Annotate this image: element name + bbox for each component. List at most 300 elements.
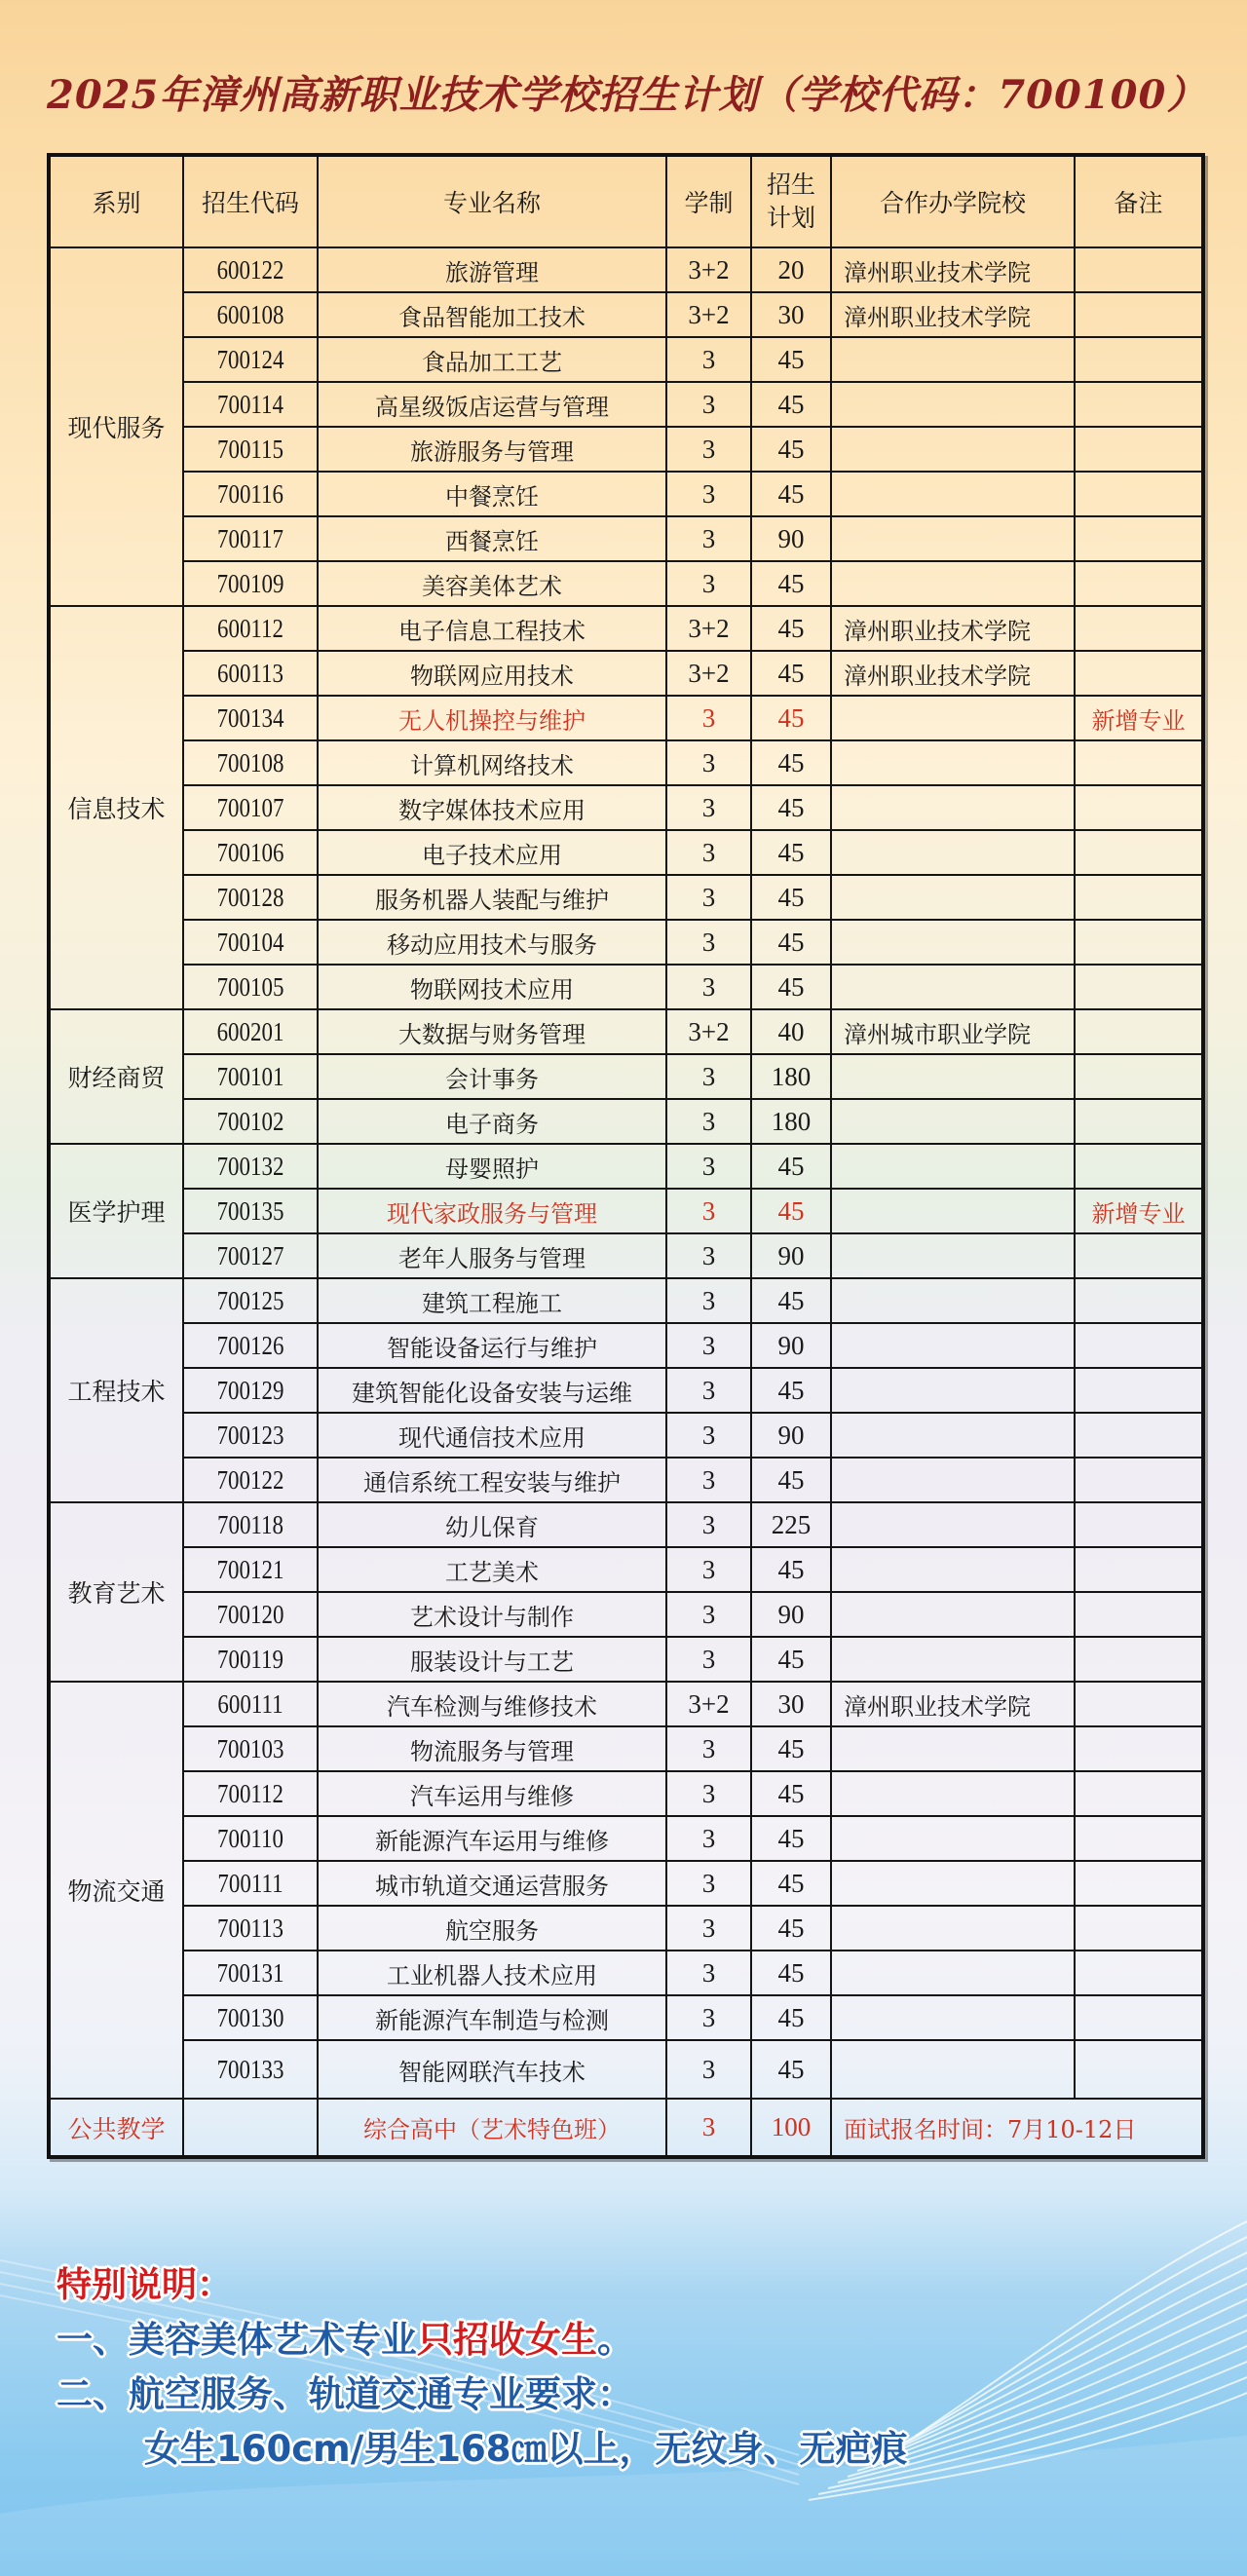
note-cell bbox=[1075, 1726, 1203, 1771]
note-cell bbox=[1075, 292, 1203, 337]
code-cell: 700115 bbox=[193, 427, 307, 472]
length-cell: 3+2 bbox=[666, 606, 751, 651]
partner-cell bbox=[831, 1547, 1075, 1592]
length-cell: 3 bbox=[666, 830, 751, 875]
plan-cell: 45 bbox=[751, 696, 831, 740]
page-title: 2025年漳州高新职业技术学校招生计划（学校代码：700100） bbox=[47, 72, 1207, 118]
table-row bbox=[49, 785, 1203, 830]
major-name-cell: 服装设计与工艺 bbox=[318, 1637, 666, 1682]
major-name-cell: 食品加工工艺 bbox=[318, 337, 666, 382]
note-cell: 新增专业 bbox=[1075, 1189, 1203, 1233]
major-name-cell: 旅游服务与管理 bbox=[318, 427, 666, 472]
length-cell: 3 bbox=[666, 1413, 751, 1458]
code-cell: 700124 bbox=[193, 337, 307, 382]
length-cell: 3 bbox=[666, 1278, 751, 1323]
partner-cell bbox=[831, 1278, 1075, 1323]
length-cell: 3 bbox=[666, 965, 751, 1009]
note-cell bbox=[1075, 785, 1203, 830]
major-name-cell: 母婴照护 bbox=[318, 1144, 666, 1189]
partner-cell bbox=[831, 1144, 1075, 1189]
note-cell bbox=[1075, 1502, 1203, 1547]
major-name-cell: 新能源汽车运用与维修 bbox=[318, 1816, 666, 1861]
length-cell: 3 bbox=[666, 1099, 751, 1144]
length-cell: 3 bbox=[666, 1637, 751, 1682]
partner-cell bbox=[831, 1816, 1075, 1861]
length-cell: 3 bbox=[666, 740, 751, 785]
partner-cell bbox=[831, 1995, 1075, 2040]
plan-cell: 45 bbox=[751, 1637, 831, 1682]
table-row bbox=[49, 1233, 1203, 1278]
table-row bbox=[49, 1054, 1203, 1099]
major-name-cell: 航空服务 bbox=[318, 1906, 666, 1951]
plan-cell: 180 bbox=[751, 1099, 831, 1144]
notes-item-2-detail: 女生160cm/男生168㎝以上，无纹身、无疤痕 bbox=[144, 2428, 908, 2470]
partner-cell: 漳州职业技术学院 bbox=[831, 247, 1075, 292]
partner-cell bbox=[831, 1771, 1075, 1816]
length-cell: 3 bbox=[666, 1951, 751, 1995]
plan-cell: 45 bbox=[751, 337, 831, 382]
major-name-cell: 移动应用技术与服务 bbox=[318, 920, 666, 965]
notes-item-1-suffix: 。 bbox=[597, 2319, 633, 2361]
partner-cell bbox=[831, 1458, 1075, 1502]
partner-cell bbox=[831, 2040, 1075, 2099]
note-cell bbox=[1075, 472, 1203, 516]
partner-cell bbox=[831, 427, 1075, 472]
code-cell: 700112 bbox=[193, 1771, 307, 1816]
note-cell bbox=[1075, 1951, 1203, 1995]
length-cell: 3 bbox=[666, 1144, 751, 1189]
notes-item-1-highlight: 只招收女生 bbox=[417, 2319, 597, 2361]
table-body bbox=[49, 247, 1203, 2157]
partner-cell bbox=[831, 1413, 1075, 1458]
partner-cell bbox=[831, 337, 1075, 382]
partner-cell bbox=[831, 516, 1075, 561]
note-cell bbox=[1075, 247, 1203, 292]
code-cell: 700121 bbox=[193, 1547, 307, 1592]
table-row bbox=[49, 1502, 1203, 1547]
note-cell bbox=[1075, 337, 1203, 382]
partner-cell bbox=[831, 1189, 1075, 1233]
major-name-cell: 智能网联汽车技术 bbox=[318, 2040, 666, 2099]
plan-cell: 45 bbox=[751, 830, 831, 875]
code-cell: 600201 bbox=[193, 1009, 307, 1054]
public-teaching-row bbox=[49, 2099, 1203, 2157]
plan-cell: 45 bbox=[751, 1368, 831, 1413]
header-name: 专业名称 bbox=[318, 155, 666, 247]
table-row bbox=[49, 1547, 1203, 1592]
note-cell bbox=[1075, 382, 1203, 427]
plan-cell: 45 bbox=[751, 1144, 831, 1189]
plan-cell: 45 bbox=[751, 1458, 831, 1502]
code-cell: 700133 bbox=[193, 2040, 307, 2099]
major-name-cell: 综合高中（艺术特色班） bbox=[318, 2099, 666, 2157]
code-cell: 700113 bbox=[193, 1906, 307, 1951]
major-name-cell: 工业机器人技术应用 bbox=[318, 1951, 666, 1995]
dept-cell: 财经商贸 bbox=[49, 1009, 183, 1144]
plan-cell: 45 bbox=[751, 1861, 831, 1906]
length-cell: 3+2 bbox=[666, 1682, 751, 1726]
length-cell: 3 bbox=[666, 382, 751, 427]
header-code: 招生代码 bbox=[183, 155, 318, 247]
table-row bbox=[49, 875, 1203, 920]
code-cell: 700132 bbox=[193, 1144, 307, 1189]
major-name-cell: 建筑智能化设备安装与运维 bbox=[318, 1368, 666, 1413]
table-row bbox=[49, 1278, 1203, 1323]
major-name-cell: 通信系统工程安装与维护 bbox=[318, 1458, 666, 1502]
code-cell: 700119 bbox=[193, 1637, 307, 1682]
code-cell: 700135 bbox=[193, 1189, 307, 1233]
length-cell: 3 bbox=[666, 920, 751, 965]
note-cell bbox=[1075, 1592, 1203, 1637]
code-cell: 700127 bbox=[193, 1233, 307, 1278]
major-name-cell: 电子技术应用 bbox=[318, 830, 666, 875]
plan-cell: 45 bbox=[751, 561, 831, 606]
table-row bbox=[49, 1323, 1203, 1368]
partner-cell bbox=[831, 1637, 1075, 1682]
plan-cell: 30 bbox=[751, 292, 831, 337]
table-row bbox=[49, 1771, 1203, 1816]
plan-cell: 45 bbox=[751, 427, 831, 472]
partner-cell: 漳州职业技术学院 bbox=[831, 651, 1075, 696]
length-cell: 3 bbox=[666, 1592, 751, 1637]
code-cell: 700107 bbox=[193, 785, 307, 830]
code-cell: 700116 bbox=[193, 472, 307, 516]
code-cell: 700110 bbox=[193, 1816, 307, 1861]
header-length: 学制 bbox=[666, 155, 751, 247]
plan-cell: 45 bbox=[751, 1726, 831, 1771]
table-row bbox=[49, 696, 1203, 740]
plan-cell: 45 bbox=[751, 1995, 831, 2040]
note-cell bbox=[1075, 516, 1203, 561]
code-cell: 600122 bbox=[193, 247, 307, 292]
table-row bbox=[49, 1682, 1203, 1726]
table-row bbox=[49, 606, 1203, 651]
plan-cell: 45 bbox=[751, 875, 831, 920]
note-cell bbox=[1075, 1233, 1203, 1278]
interview-time-cell: 面试报名时间：7月10-12日 bbox=[831, 2099, 1203, 2157]
table-row bbox=[49, 1099, 1203, 1144]
plan-cell: 30 bbox=[751, 1682, 831, 1726]
note-cell bbox=[1075, 1278, 1203, 1323]
plan-cell: 45 bbox=[751, 1771, 831, 1816]
note-cell bbox=[1075, 920, 1203, 965]
table-row bbox=[49, 1144, 1203, 1189]
table-row bbox=[49, 1009, 1203, 1054]
note-cell bbox=[1075, 965, 1203, 1009]
plan-cell: 45 bbox=[751, 965, 831, 1009]
plan-cell: 45 bbox=[751, 382, 831, 427]
plan-cell: 45 bbox=[751, 785, 831, 830]
table-row bbox=[49, 337, 1203, 382]
length-cell: 3 bbox=[666, 561, 751, 606]
table-row bbox=[49, 382, 1203, 427]
dept-cell: 医学护理 bbox=[49, 1144, 183, 1278]
note-cell bbox=[1075, 427, 1203, 472]
note-cell bbox=[1075, 651, 1203, 696]
table-row bbox=[49, 1906, 1203, 1951]
length-cell: 3 bbox=[666, 1726, 751, 1771]
plan-cell: 45 bbox=[751, 1547, 831, 1592]
note-cell bbox=[1075, 1637, 1203, 1682]
code-cell bbox=[193, 2099, 307, 2157]
code-cell: 700122 bbox=[193, 1458, 307, 1502]
table-row bbox=[49, 651, 1203, 696]
partner-cell bbox=[831, 1502, 1075, 1547]
table-row bbox=[49, 247, 1203, 292]
major-name-cell: 新能源汽车制造与检测 bbox=[318, 1995, 666, 2040]
partner-cell bbox=[831, 875, 1075, 920]
major-name-cell: 电子商务 bbox=[318, 1099, 666, 1144]
code-cell: 600113 bbox=[193, 651, 307, 696]
note-cell bbox=[1075, 830, 1203, 875]
code-cell: 700108 bbox=[193, 740, 307, 785]
length-cell: 3+2 bbox=[666, 651, 751, 696]
code-cell: 700123 bbox=[193, 1413, 307, 1458]
major-name-cell: 高星级饭店运营与管理 bbox=[318, 382, 666, 427]
plan-cell: 90 bbox=[751, 1323, 831, 1368]
note-cell bbox=[1075, 1682, 1203, 1726]
length-cell: 3 bbox=[666, 2040, 751, 2099]
partner-cell bbox=[831, 785, 1075, 830]
major-name-cell: 城市轨道交通运营服务 bbox=[318, 1861, 666, 1906]
code-cell: 700125 bbox=[193, 1278, 307, 1323]
code-cell: 700128 bbox=[193, 875, 307, 920]
note-cell bbox=[1075, 1099, 1203, 1144]
table-row bbox=[49, 1726, 1203, 1771]
length-cell: 3+2 bbox=[666, 292, 751, 337]
note-cell bbox=[1075, 1458, 1203, 1502]
length-cell: 3 bbox=[666, 1906, 751, 1951]
partner-cell: 漳州职业技术学院 bbox=[831, 292, 1075, 337]
note-cell bbox=[1075, 1368, 1203, 1413]
plan-cell: 180 bbox=[751, 1054, 831, 1099]
major-name-cell: 中餐烹饪 bbox=[318, 472, 666, 516]
plan-cell: 45 bbox=[751, 1278, 831, 1323]
code-cell: 700103 bbox=[193, 1726, 307, 1771]
code-cell: 700114 bbox=[193, 382, 307, 427]
code-cell: 700117 bbox=[193, 516, 307, 561]
length-cell: 3 bbox=[666, 1458, 751, 1502]
notes-item-1-text: 一、美容美体艺术专业 bbox=[57, 2319, 417, 2361]
dept-cell: 信息技术 bbox=[49, 606, 183, 1009]
code-cell: 700126 bbox=[193, 1323, 307, 1368]
code-cell: 700118 bbox=[193, 1502, 307, 1547]
major-name-cell: 旅游管理 bbox=[318, 247, 666, 292]
code-cell: 700120 bbox=[193, 1592, 307, 1637]
partner-cell: 漳州职业技术学院 bbox=[831, 606, 1075, 651]
note-cell bbox=[1075, 1861, 1203, 1906]
code-cell: 700102 bbox=[193, 1099, 307, 1144]
major-name-cell: 计算机网络技术 bbox=[318, 740, 666, 785]
plan-cell: 100 bbox=[751, 2099, 831, 2157]
plan-cell: 45 bbox=[751, 2040, 831, 2099]
table-header-row bbox=[49, 155, 1203, 247]
notes-item-2: 二、航空服务、轨道交通专业要求： bbox=[57, 2373, 633, 2415]
note-cell bbox=[1075, 1413, 1203, 1458]
code-cell: 700111 bbox=[193, 1861, 307, 1906]
code-cell: 700106 bbox=[193, 830, 307, 875]
table-row bbox=[49, 1951, 1203, 1995]
length-cell: 3 bbox=[666, 1502, 751, 1547]
partner-cell bbox=[831, 1906, 1075, 1951]
length-cell: 3 bbox=[666, 875, 751, 920]
partner-cell bbox=[831, 1951, 1075, 1995]
table-row bbox=[49, 740, 1203, 785]
partner-cell bbox=[831, 1592, 1075, 1637]
length-cell: 3 bbox=[666, 1189, 751, 1233]
table-row bbox=[49, 1413, 1203, 1458]
partner-cell bbox=[831, 920, 1075, 965]
dept-cell: 工程技术 bbox=[49, 1278, 183, 1502]
header-note: 备注 bbox=[1075, 155, 1203, 247]
note-cell bbox=[1075, 561, 1203, 606]
length-cell: 3 bbox=[666, 427, 751, 472]
major-name-cell: 工艺美术 bbox=[318, 1547, 666, 1592]
header-plan-line1: 招生 bbox=[766, 170, 815, 199]
code-cell: 700130 bbox=[193, 1995, 307, 2040]
table-row bbox=[49, 427, 1203, 472]
length-cell: 3 bbox=[666, 516, 751, 561]
table-row bbox=[49, 830, 1203, 875]
table-row bbox=[49, 920, 1203, 965]
dept-cell: 教育艺术 bbox=[49, 1502, 183, 1682]
length-cell: 3 bbox=[666, 1995, 751, 2040]
partner-cell: 漳州城市职业学院 bbox=[831, 1009, 1075, 1054]
note-cell bbox=[1075, 740, 1203, 785]
length-cell: 3 bbox=[666, 2099, 751, 2157]
plan-cell: 45 bbox=[751, 1906, 831, 1951]
length-cell: 3+2 bbox=[666, 247, 751, 292]
dept-cell: 现代服务 bbox=[49, 247, 183, 606]
table-row bbox=[49, 1592, 1203, 1637]
note-cell bbox=[1075, 1816, 1203, 1861]
header-plan-line2: 计划 bbox=[766, 204, 815, 232]
plan-cell: 45 bbox=[751, 606, 831, 651]
table-row bbox=[49, 965, 1203, 1009]
note-cell bbox=[1075, 1054, 1203, 1099]
plan-cell: 90 bbox=[751, 1233, 831, 1278]
major-name-cell: 智能设备运行与维护 bbox=[318, 1323, 666, 1368]
partner-cell bbox=[831, 740, 1075, 785]
code-cell: 700131 bbox=[193, 1951, 307, 1995]
header-plan bbox=[751, 155, 831, 247]
length-cell: 3 bbox=[666, 696, 751, 740]
plan-cell: 45 bbox=[751, 651, 831, 696]
table-row bbox=[49, 2040, 1203, 2099]
code-cell: 700134 bbox=[193, 696, 307, 740]
length-cell: 3+2 bbox=[666, 1009, 751, 1054]
length-cell: 3 bbox=[666, 337, 751, 382]
plan-cell: 90 bbox=[751, 516, 831, 561]
plan-cell: 45 bbox=[751, 740, 831, 785]
major-name-cell: 大数据与财务管理 bbox=[318, 1009, 666, 1054]
partner-cell bbox=[831, 1099, 1075, 1144]
major-name-cell: 数字媒体技术应用 bbox=[318, 785, 666, 830]
major-name-cell: 老年人服务与管理 bbox=[318, 1233, 666, 1278]
code-cell: 600112 bbox=[193, 606, 307, 651]
enrollment-plan-table bbox=[47, 153, 1205, 2159]
note-cell bbox=[1075, 1906, 1203, 1951]
partner-cell bbox=[831, 696, 1075, 740]
plan-cell: 90 bbox=[751, 1413, 831, 1458]
major-name-cell: 西餐烹饪 bbox=[318, 516, 666, 561]
table-row bbox=[49, 516, 1203, 561]
partner-cell bbox=[831, 1861, 1075, 1906]
major-name-cell: 服务机器人装配与维护 bbox=[318, 875, 666, 920]
major-name-cell: 美容美体艺术 bbox=[318, 561, 666, 606]
table-row bbox=[49, 1995, 1203, 2040]
note-cell bbox=[1075, 1144, 1203, 1189]
length-cell: 3 bbox=[666, 1547, 751, 1592]
plan-cell: 20 bbox=[751, 247, 831, 292]
table-row bbox=[49, 1189, 1203, 1233]
table-row bbox=[49, 1816, 1203, 1861]
dept-cell: 公共教学 bbox=[49, 2099, 183, 2157]
plan-cell: 45 bbox=[751, 1816, 831, 1861]
code-cell: 700104 bbox=[193, 920, 307, 965]
code-cell: 700101 bbox=[193, 1054, 307, 1099]
major-name-cell: 食品智能加工技术 bbox=[318, 292, 666, 337]
length-cell: 3 bbox=[666, 1771, 751, 1816]
table-row bbox=[49, 472, 1203, 516]
length-cell: 3 bbox=[666, 1233, 751, 1278]
plan-cell: 45 bbox=[751, 472, 831, 516]
note-cell bbox=[1075, 2040, 1203, 2099]
partner-cell bbox=[831, 561, 1075, 606]
note-cell bbox=[1075, 1547, 1203, 1592]
note-cell bbox=[1075, 1009, 1203, 1054]
length-cell: 3 bbox=[666, 1861, 751, 1906]
major-name-cell: 汽车检测与维修技术 bbox=[318, 1682, 666, 1726]
code-cell: 700129 bbox=[193, 1368, 307, 1413]
note-cell bbox=[1075, 1995, 1203, 2040]
dept-cell: 物流交通 bbox=[49, 1682, 183, 2099]
major-name-cell: 物流服务与管理 bbox=[318, 1726, 666, 1771]
major-name-cell: 艺术设计与制作 bbox=[318, 1592, 666, 1637]
code-cell: 600111 bbox=[193, 1682, 307, 1726]
major-name-cell: 建筑工程施工 bbox=[318, 1278, 666, 1323]
note-cell bbox=[1075, 875, 1203, 920]
table-row bbox=[49, 561, 1203, 606]
length-cell: 3 bbox=[666, 472, 751, 516]
partner-cell bbox=[831, 472, 1075, 516]
plan-cell: 45 bbox=[751, 1951, 831, 1995]
table-row bbox=[49, 1637, 1203, 1682]
partner-cell bbox=[831, 1233, 1075, 1278]
partner-cell bbox=[831, 830, 1075, 875]
plan-cell: 45 bbox=[751, 920, 831, 965]
partner-cell bbox=[831, 965, 1075, 1009]
notes-item-1 bbox=[57, 2313, 1206, 2368]
plan-cell: 45 bbox=[751, 1189, 831, 1233]
major-name-cell: 电子信息工程技术 bbox=[318, 606, 666, 651]
partner-cell bbox=[831, 1054, 1075, 1099]
partner-cell bbox=[831, 1323, 1075, 1368]
plan-cell: 225 bbox=[751, 1502, 831, 1547]
length-cell: 3 bbox=[666, 1323, 751, 1368]
header-partner: 合作办学院校 bbox=[831, 155, 1075, 247]
partner-cell bbox=[831, 1726, 1075, 1771]
plan-cell: 40 bbox=[751, 1009, 831, 1054]
major-name-cell: 物联网应用技术 bbox=[318, 651, 666, 696]
note-cell bbox=[1075, 606, 1203, 651]
note-cell bbox=[1075, 1323, 1203, 1368]
note-cell: 新增专业 bbox=[1075, 696, 1203, 740]
length-cell: 3 bbox=[666, 1816, 751, 1861]
notes-heading: 特别说明： bbox=[57, 2265, 233, 2305]
header-dept: 系别 bbox=[49, 155, 183, 247]
major-name-cell: 现代通信技术应用 bbox=[318, 1413, 666, 1458]
